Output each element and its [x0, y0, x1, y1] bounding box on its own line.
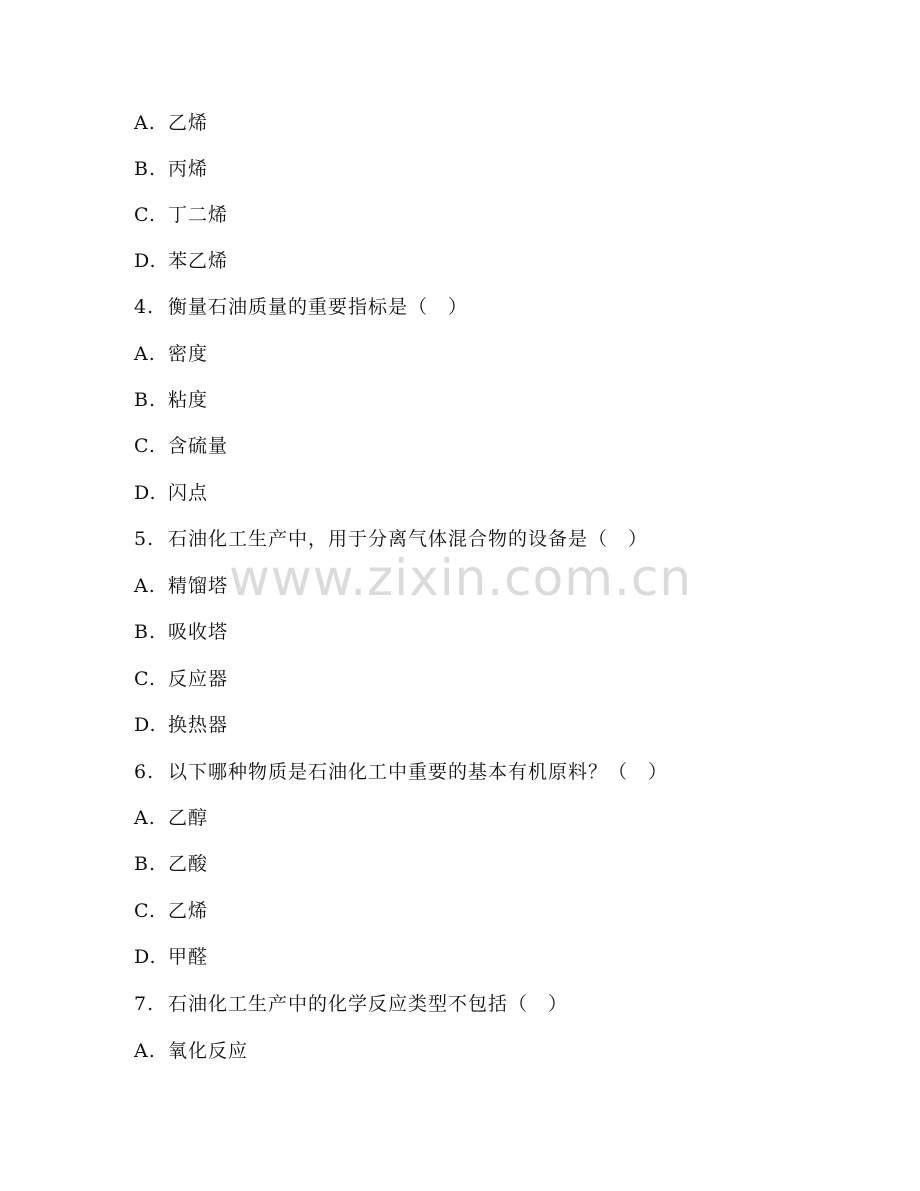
option-line [134, 852, 208, 876]
option-line [134, 342, 208, 366]
watermark-text: www.zixin.com.cn [229, 549, 693, 607]
option-label: C. [134, 900, 156, 922]
option-text: 苯乙烯 [168, 250, 229, 272]
option-text: 甲醛 [168, 946, 209, 968]
option-label: D. [134, 482, 157, 504]
option-text: 闪点 [168, 482, 209, 504]
option-line [134, 111, 208, 135]
question-number: 6. [134, 761, 155, 783]
option-text: 密度 [168, 343, 209, 365]
option-text: 丁二烯 [168, 204, 229, 226]
option-label: D. [134, 250, 157, 272]
option-label: C. [134, 435, 156, 457]
question-text: 衡量石油质量的重要指标是（ ） [168, 296, 469, 318]
option-line [134, 157, 208, 181]
question-text: 以下哪种物质是石油化工中重要的基本有机原料？（ ） [168, 761, 669, 783]
option-text: 乙酸 [168, 853, 209, 875]
option-line [134, 945, 208, 969]
option-line [134, 203, 228, 227]
option-label: B. [134, 853, 157, 875]
option-label: B. [134, 621, 157, 643]
option-line [134, 388, 208, 412]
option-line [134, 806, 208, 830]
option-line [134, 574, 228, 598]
option-line [134, 481, 208, 505]
option-label: C. [134, 668, 156, 690]
option-text: 粘度 [168, 389, 209, 411]
option-line [134, 667, 228, 691]
question-number: 4. [134, 296, 155, 318]
question-line [134, 760, 668, 784]
option-line [134, 434, 228, 458]
question-number: 5. [134, 528, 155, 550]
question-number: 7. [134, 993, 155, 1015]
option-line [134, 249, 228, 273]
option-text: 丙烯 [168, 158, 209, 180]
option-line [134, 899, 208, 923]
option-text: 反应器 [168, 668, 229, 690]
option-label: A. [134, 343, 156, 365]
option-label: C. [134, 204, 156, 226]
question-text: 石油化工生产中，用于分离气体混合物的设备是（ ） [168, 528, 649, 550]
option-text: 乙烯 [168, 900, 209, 922]
option-text: 吸收塔 [168, 621, 229, 643]
option-label: A. [134, 807, 156, 829]
option-label: A. [134, 112, 156, 134]
option-line [134, 713, 228, 737]
option-label: A. [134, 1040, 156, 1062]
option-text: 氧化反应 [168, 1040, 249, 1062]
option-label: D. [134, 946, 157, 968]
question-line [134, 992, 568, 1016]
option-label: B. [134, 158, 157, 180]
option-text: 精馏塔 [168, 575, 229, 597]
option-label: B. [134, 389, 157, 411]
option-line [134, 1039, 248, 1063]
option-line [134, 620, 228, 644]
question-line [134, 295, 468, 319]
question-text: 石油化工生产中的化学反应类型不包括（ ） [168, 993, 569, 1015]
option-label: A. [134, 575, 156, 597]
option-text: 含硫量 [168, 435, 229, 457]
option-text: 乙醇 [168, 807, 209, 829]
option-text: 换热器 [168, 714, 229, 736]
option-label: D. [134, 714, 157, 736]
option-text: 乙烯 [168, 112, 209, 134]
